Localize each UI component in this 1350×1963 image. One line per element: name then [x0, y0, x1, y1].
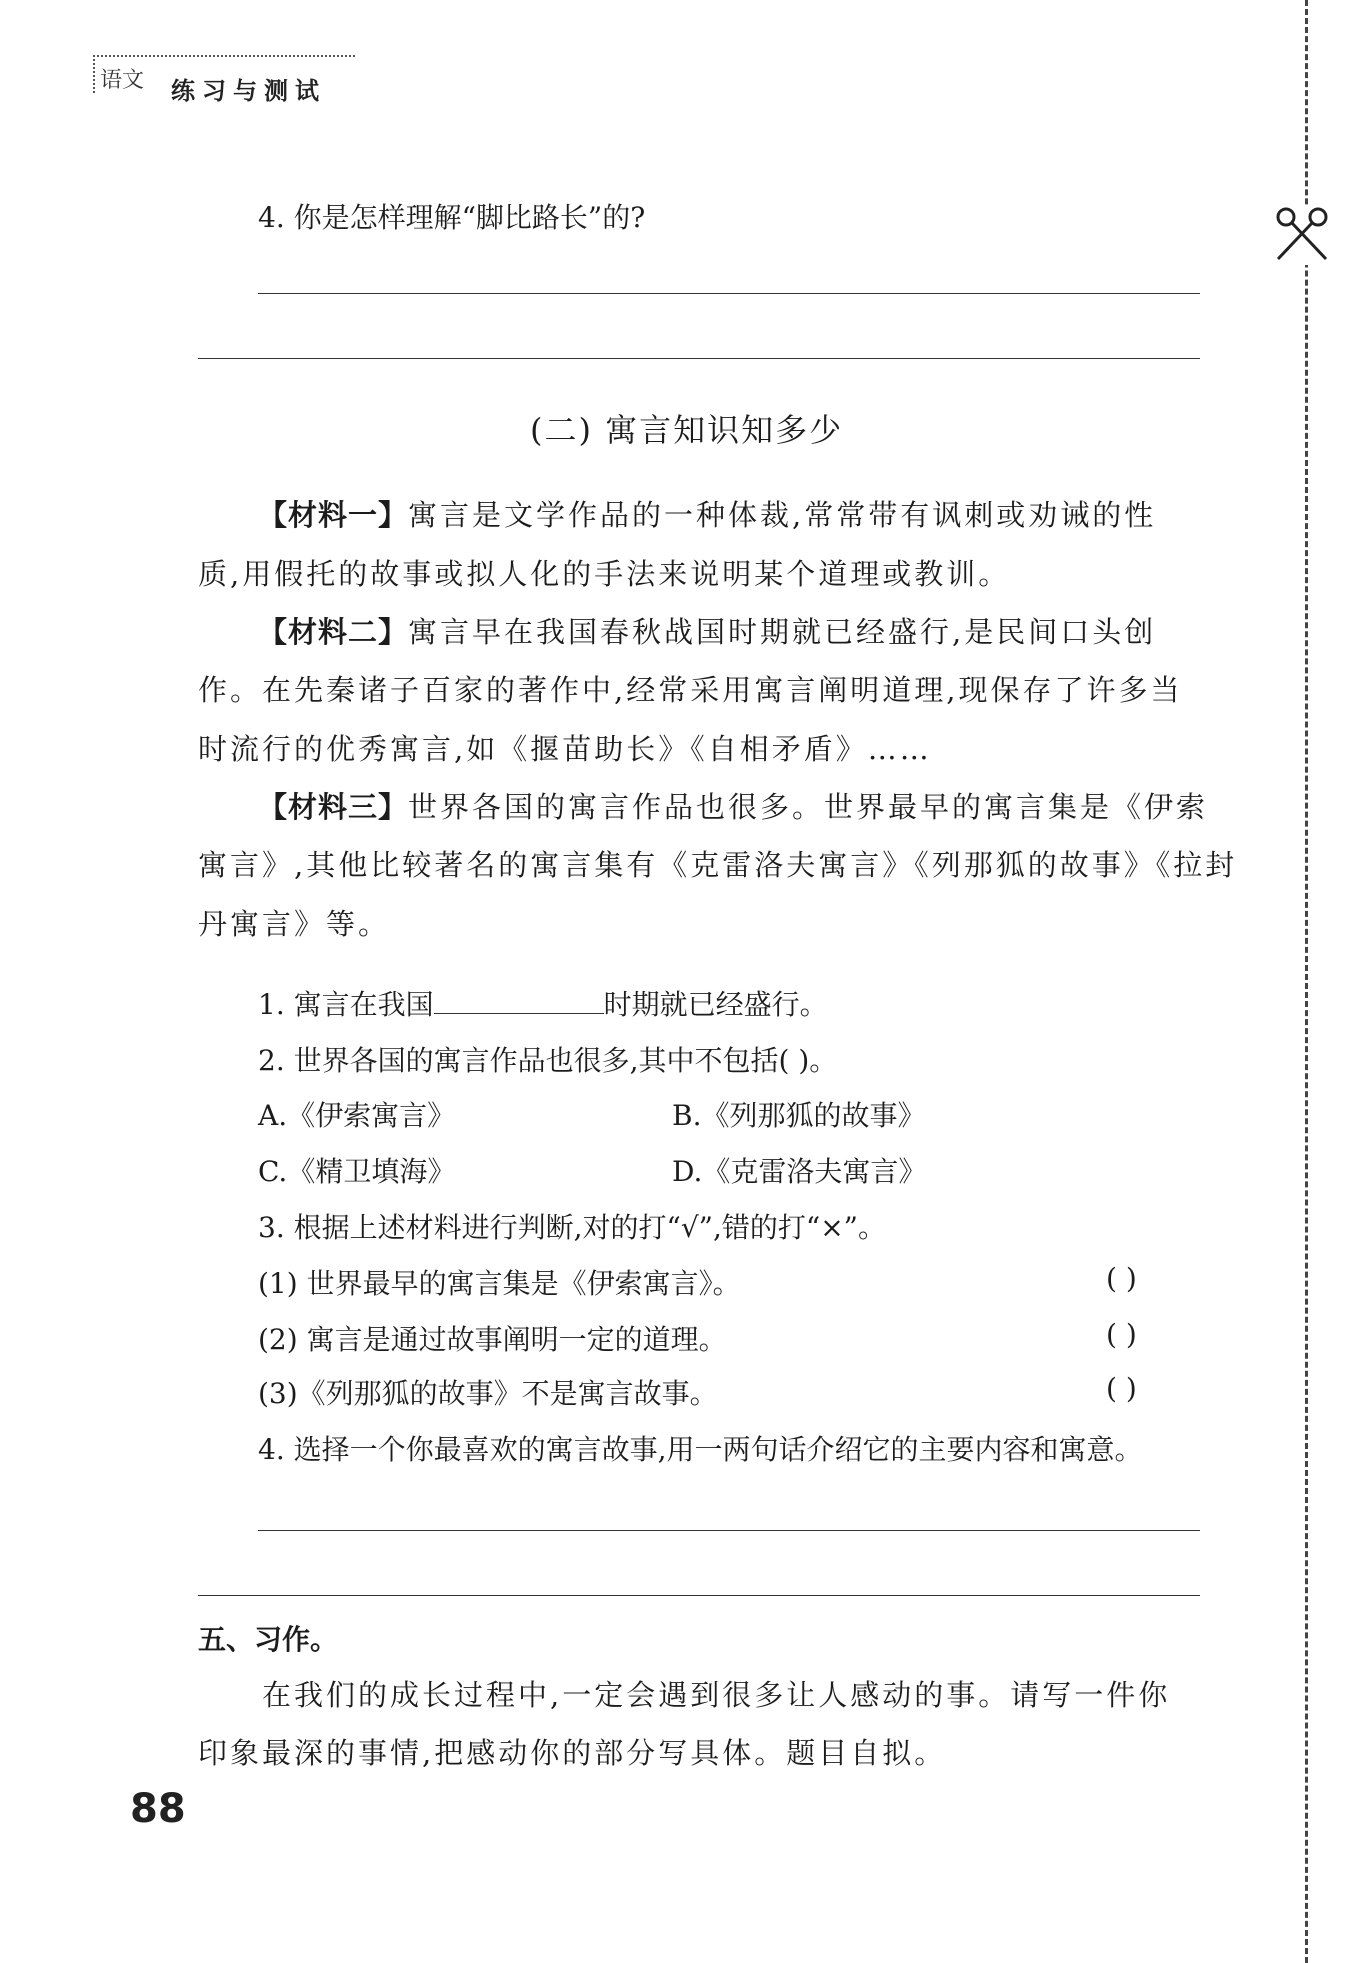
answer-line[interactable] [198, 358, 1200, 359]
section-title: (二) 寓言知识知多少 [530, 411, 844, 449]
composition-prompt-line-2: 印象最深的事情,把感动你的部分写具体。题目自拟。 [198, 1736, 947, 1770]
option-d[interactable]: D.《克雷洛夫寓言》 [672, 1155, 927, 1188]
material-3-label: 【材料三】 [258, 790, 409, 824]
cut-line [1305, 0, 1308, 1963]
answer-bracket[interactable]: ( ) [1106, 1372, 1137, 1405]
fill-in-blank[interactable] [434, 987, 604, 1014]
question-1: 1. 寓言在我国 时期就已经盛行。 [258, 988, 828, 1021]
answer-bracket[interactable]: ( ) [1106, 1262, 1137, 1295]
option-b[interactable]: B.《列那狐的故事》 [672, 1099, 926, 1132]
material-1-line-1: 【材料一】寓言是文学作品的一种体裁,常常带有讽刺或劝诫的性 [258, 498, 1157, 532]
option-a[interactable]: A.《伊索寓言》 [258, 1099, 456, 1132]
material-3-line-1: 【材料三】世界各国的寓言作品也很多。世界最早的寓言集是《伊索 [258, 790, 1209, 824]
answer-bracket[interactable]: ( ) [1106, 1318, 1137, 1351]
judgement-item-3: (3)《列那狐的故事》不是寓言故事。 [258, 1377, 718, 1410]
answer-line[interactable] [258, 1530, 1200, 1531]
question-4-jiao-bi-lu-chang: 4. 你是怎样理解“脚比路长”的? [258, 201, 646, 234]
material-3-line-2: 寓言》,其他比较著名的寓言集有《克雷洛夫寓言》《列那狐的故事》《拉封 [198, 848, 1238, 882]
material-2-line-1: 【材料二】寓言早在我国春秋战国时期就已经盛行,是民间口头创 [258, 615, 1157, 649]
material-2-label: 【材料二】 [258, 615, 409, 649]
book-title: 练习与测试 [171, 77, 326, 105]
header-dotted-border [93, 55, 355, 57]
section-5-heading: 五、习作。 [198, 1623, 339, 1656]
material-1-label: 【材料一】 [258, 498, 409, 532]
material-2-line-3: 时流行的优秀寓言,如《揠苗助长》《自相矛盾》…… [198, 732, 932, 766]
composition-prompt-line-1: 在我们的成长过程中,一定会遇到很多让人感动的事。请写一件你 [262, 1678, 1171, 1712]
page-number: 88 [130, 1786, 186, 1832]
judgement-item-1: (1) 世界最早的寓言集是《伊索寓言》。 [258, 1267, 741, 1300]
answer-line[interactable] [258, 293, 1200, 294]
material-3-line-3: 丹寓言》等。 [198, 907, 391, 941]
header-dotted-border-left [93, 55, 95, 93]
judgement-item-2: (2) 寓言是通过故事阐明一定的道理。 [258, 1323, 727, 1356]
page-header [93, 55, 355, 105]
material-1-line-2: 质,用假托的故事或拟人化的手法来说明某个道理或教训。 [198, 557, 1011, 591]
question-2: 2. 世界各国的寓言作品也很多,其中不包括( )。 [258, 1044, 838, 1077]
question-3: 3. 根据上述材料进行判断,对的打“√”,错的打“×”。 [258, 1211, 886, 1244]
scissors-icon [1272, 205, 1332, 265]
option-c[interactable]: C.《精卫填海》 [258, 1155, 456, 1188]
answer-line[interactable] [198, 1595, 1200, 1596]
subject-label: 语文 [100, 68, 145, 93]
material-2-line-2: 作。在先秦诸子百家的著作中,经常采用寓言阐明道理,现保存了许多当 [198, 673, 1183, 707]
question-4-fable: 4. 选择一个你最喜欢的寓言故事,用一两句话介绍它的主要内容和寓意。 [258, 1433, 1143, 1466]
